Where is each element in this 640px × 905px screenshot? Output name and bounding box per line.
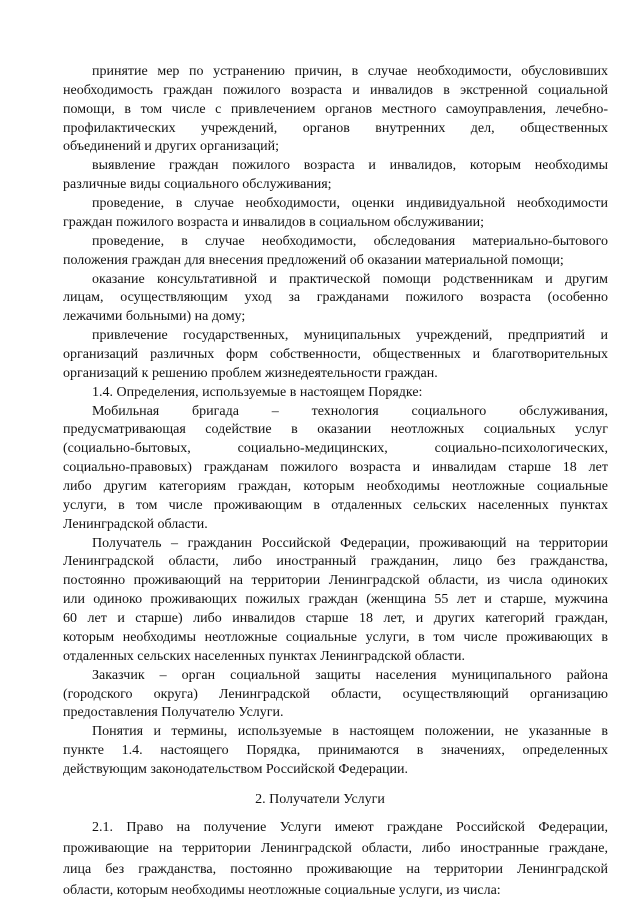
text-line	[0, 326, 640, 346]
text-line-content: или одиноко проживающих пожилых граждан (женщина 55 лет и старше, мужчина	[63, 592, 608, 607]
text-line-content: проживающие на территории Ленинградской области, либо иностранные граждане,	[63, 841, 608, 856]
text-line	[0, 119, 640, 139]
text-line	[0, 609, 640, 629]
text-line	[0, 722, 640, 742]
text-line	[0, 420, 640, 440]
text-line	[0, 741, 640, 761]
text-line	[0, 590, 640, 610]
text-line-content: организаций различных форм собственности, общественных и благотворительных	[63, 347, 608, 362]
text-line	[0, 703, 640, 723]
text-line-content: Ленинградской области, либо иностранный гражданин, лицо без гражданства,	[63, 554, 608, 569]
text-line	[0, 232, 640, 252]
text-line	[0, 175, 640, 195]
text-line-content: лицам, осуществляющим уход за гражданами пожилого возраста (особенно	[63, 290, 608, 305]
text-line-content: действующим законодательством Российской Федерации.	[63, 762, 409, 777]
text-line-content: 2.1. Право на получение Услуги имеют граждане Российской Федерации,	[92, 820, 608, 835]
text-line	[0, 818, 640, 838]
text-line-content: принятие мер по устранению причин, в случае необходимости, обусловивших	[92, 64, 608, 79]
text-line	[0, 439, 640, 459]
text-line	[0, 137, 640, 157]
text-line	[0, 270, 640, 290]
text-line	[0, 685, 640, 705]
text-line-content: положения граждан для внесения предложений об оказании материальной помощи;	[63, 253, 564, 268]
text-line-content: оказание консультативной и практической помощи родственникам и другим	[92, 272, 608, 287]
text-line-content: области, которым необходимы неотложные социальные услуги, из числа:	[63, 883, 501, 898]
text-line	[0, 383, 640, 403]
text-line-content: социально-правовых) гражданам пожилого возраста и инвалидам старше 18 лет	[63, 460, 608, 475]
text-line	[0, 213, 640, 233]
text-line	[0, 458, 640, 478]
section-heading-text: 2. Получатели Услуги	[255, 792, 385, 807]
text-line-content: предусматривающая содействие в оказании неотложных социальных услуг	[63, 422, 608, 437]
text-line	[0, 364, 640, 384]
text-line	[0, 62, 640, 82]
text-line-content: лежачими больными) на дому;	[63, 309, 246, 324]
text-line	[0, 881, 640, 901]
text-line-content: предоставления Получателю Услуги.	[63, 705, 284, 720]
text-line-content: Понятия и термины, используемые в настоящем положении, не указанные в	[92, 724, 608, 739]
text-line	[0, 515, 640, 535]
text-line-content: привлечение государственных, муниципальных учреждений, предприятий и	[92, 328, 608, 343]
text-line-content: профилактических учреждений, органов внутренних дел, общественных	[63, 121, 608, 136]
text-line	[0, 156, 640, 176]
text-line-content: отдаленных сельских населенных пунктах Ленинградской области.	[63, 649, 466, 664]
text-line-content: лица без гражданства, постоянно проживающие на территории Ленинградской	[63, 862, 608, 877]
text-line	[0, 81, 640, 101]
text-line	[0, 307, 640, 327]
text-line-content: организаций к решению проблем жизнедеятельности граждан.	[63, 366, 438, 381]
text-line	[0, 860, 640, 880]
text-line-content: помощи, в том числе с привлечением органов местного самоуправления, лечебно-	[63, 102, 608, 117]
text-line	[0, 100, 640, 120]
text-line	[0, 647, 640, 667]
text-line-content: объединений и других организаций;	[63, 139, 280, 154]
text-line	[0, 666, 640, 686]
text-line-content: выявление граждан пожилого возраста и инвалидов, которым необходимы	[92, 158, 608, 173]
text-line-content: которым необходимы неотложные социальные услуги, в том числе проживающих в	[63, 630, 608, 645]
text-line	[0, 251, 640, 271]
text-line-content: граждан пожилого возраста и инвалидов в социальном обслуживании;	[63, 215, 484, 230]
text-line-content: пункте 1.4. настоящего Порядка, принимаются в значениях, определенных	[63, 743, 608, 758]
text-line	[0, 552, 640, 572]
text-line	[0, 345, 640, 365]
text-line	[0, 628, 640, 648]
text-line	[0, 194, 640, 214]
text-line	[0, 496, 640, 516]
text-line-content: Ленинградской области.	[63, 517, 208, 532]
text-line-content: 1.4. Определения, используемые в настоящем Порядке:	[92, 385, 423, 400]
text-line	[0, 402, 640, 422]
text-line-content: необходимость граждан пожилого возраста и инвалидов в экстренной социальной	[63, 83, 608, 98]
text-line-content: либо другим категориям граждан, которым необходимы неотложные социальные	[63, 479, 608, 494]
text-line-content: проведение, в случае необходимости, обследования материально-бытового	[92, 234, 608, 249]
text-line-content: проведение, в случае необходимости, оценки индивидуальной необходимости	[92, 196, 608, 211]
text-line-content: услуги, в том числе проживающим в отдаленных сельских населенных пунктах	[63, 498, 608, 513]
text-line-content: Получатель – гражданин Российской Федерации, проживающий на территории	[92, 536, 608, 551]
text-line	[0, 839, 640, 859]
text-line-content: постоянно проживающий на территории Ленинградской области, из числа одиноких	[63, 573, 608, 588]
text-line	[0, 477, 640, 497]
text-line-content: различные виды социального обслуживания;	[63, 177, 332, 192]
text-line-content: 60 лет и старше) либо инвалидов старше 18 лет, и других категорий граждан,	[63, 611, 608, 626]
text-line	[0, 534, 640, 554]
text-line-content: Мобильная бригада – технология социального обслуживания,	[92, 404, 608, 419]
text-line	[0, 571, 640, 591]
section-heading	[0, 790, 640, 810]
text-line-content: (социально-бытовых, социально-медицинских, социально-психологических,	[63, 441, 608, 456]
text-line	[0, 760, 640, 780]
text-line-content: Заказчик – орган социальной защиты населения муниципального района	[92, 668, 608, 683]
text-line	[0, 288, 640, 308]
text-line-content: (городского округа) Ленинградской области, осуществляющий организацию	[63, 687, 608, 702]
